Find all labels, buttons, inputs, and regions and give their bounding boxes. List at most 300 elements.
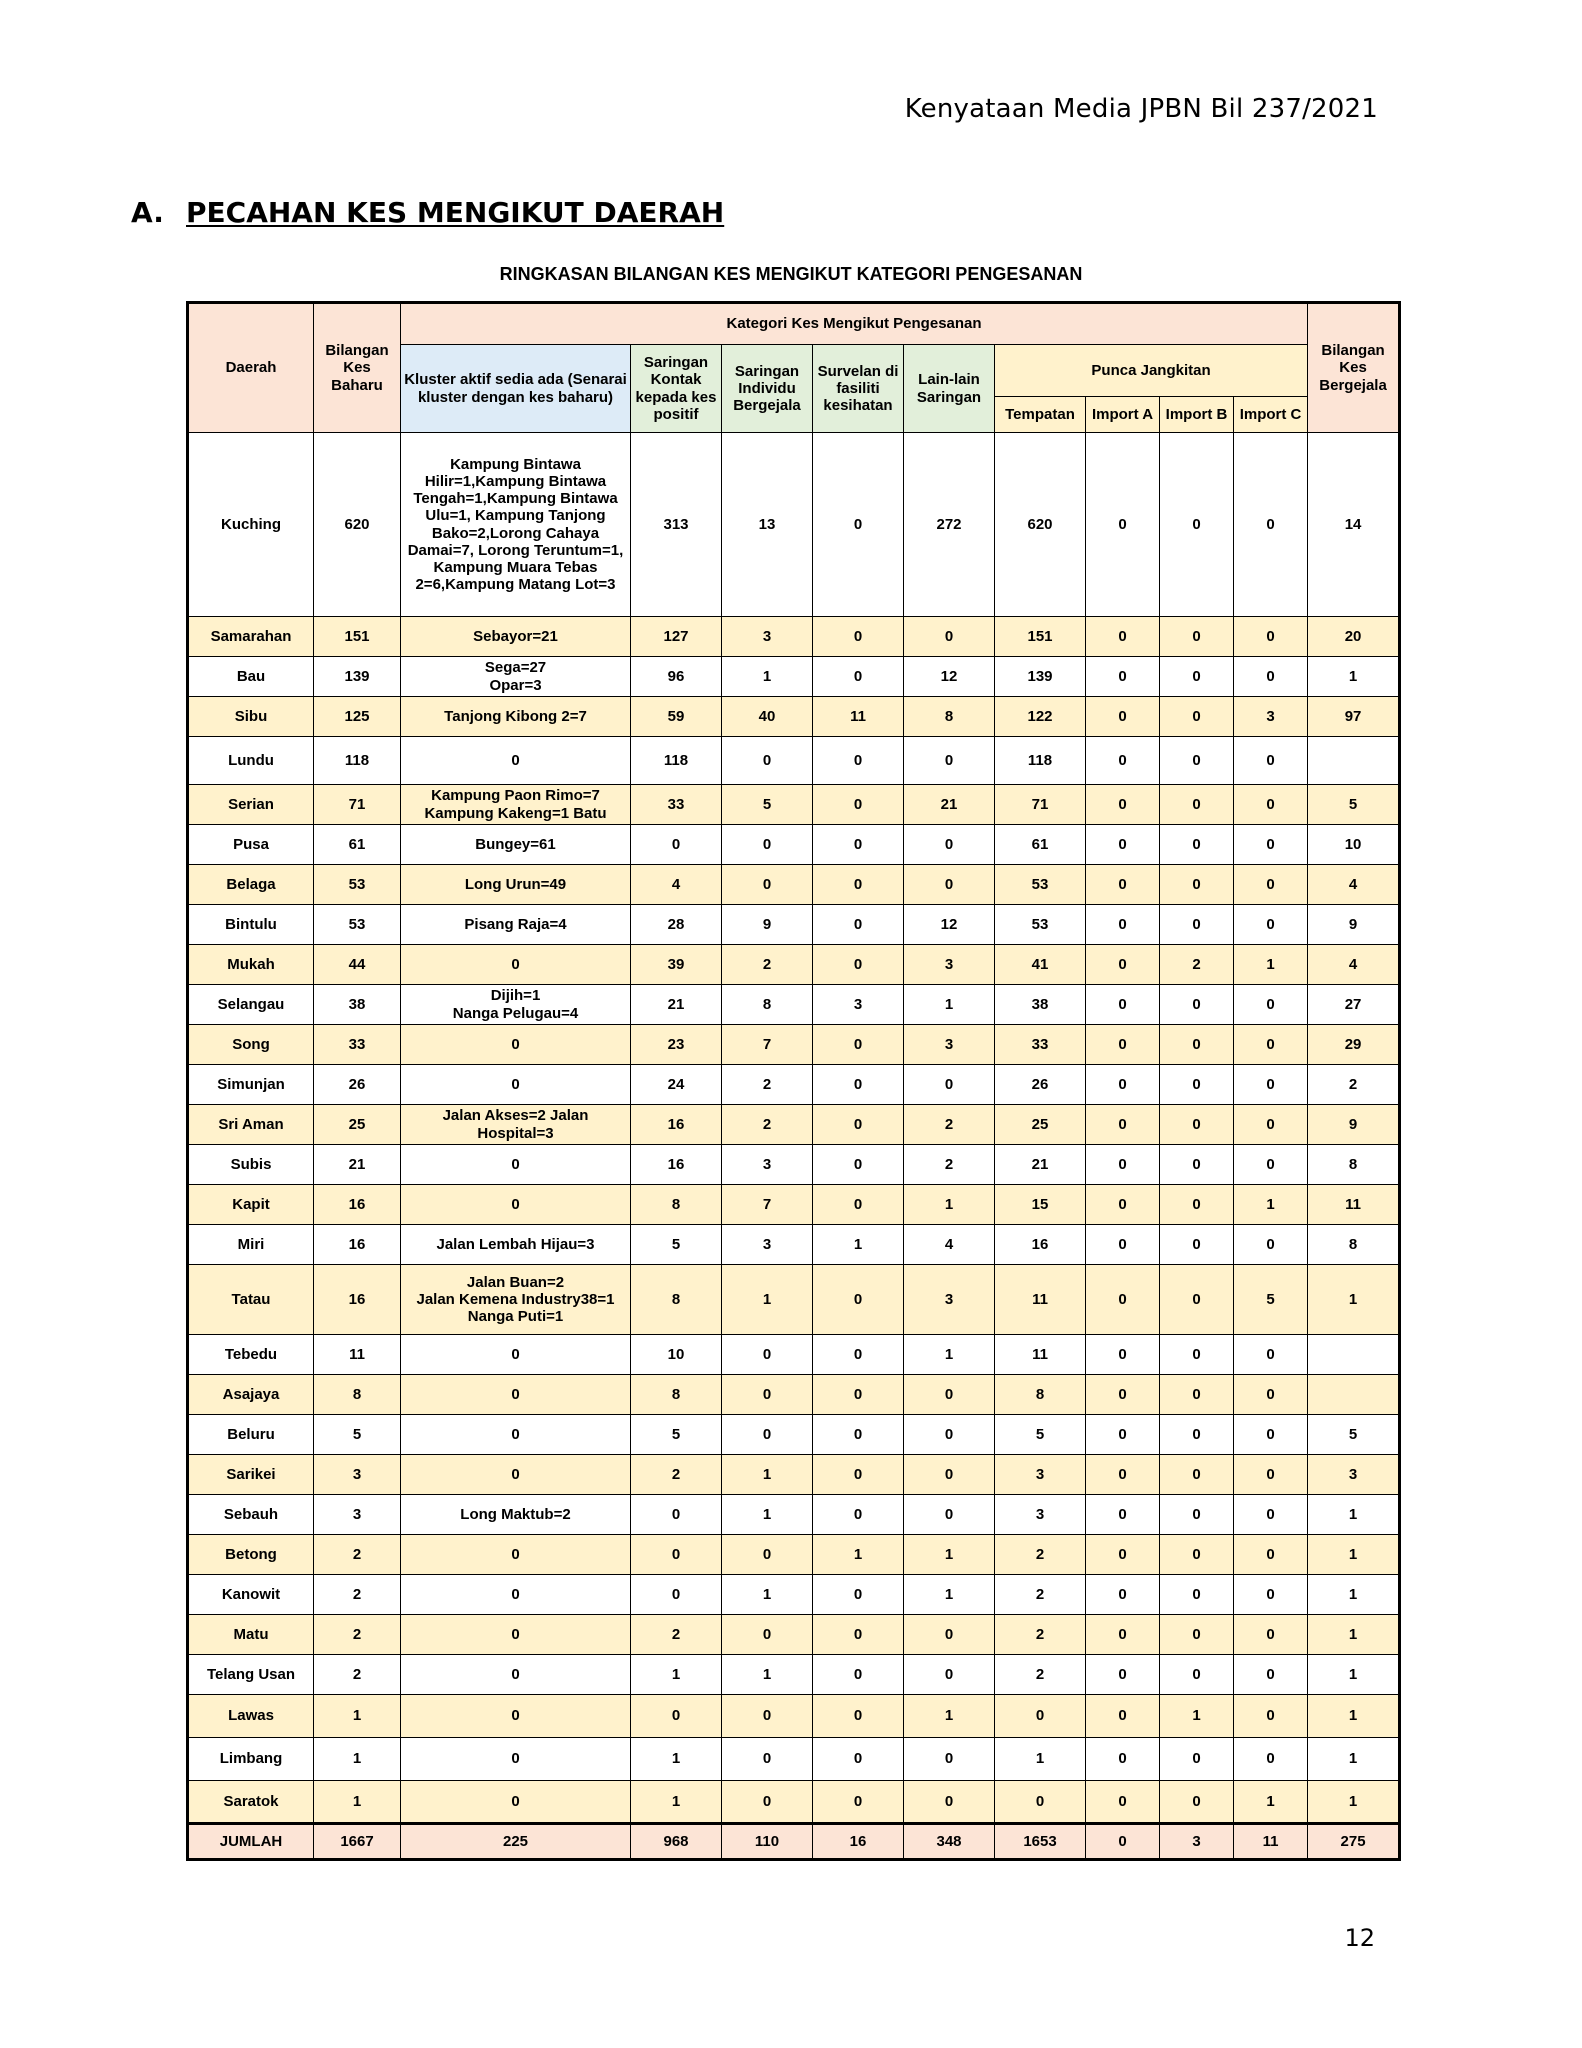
cell-bilangan-kes-baharu: 71 xyxy=(314,785,401,825)
cell-tempatan: 151 xyxy=(995,617,1086,657)
cell-survelan: 0 xyxy=(813,825,904,865)
total-import-b: 3 xyxy=(1160,1824,1234,1860)
cell-survelan: 0 xyxy=(813,1655,904,1695)
cell-bilangan-kes-baharu: 1 xyxy=(314,1695,401,1738)
cell-daerah: Serian xyxy=(188,785,314,825)
table-row xyxy=(188,945,1400,985)
cell-import-b: 0 xyxy=(1160,1415,1234,1455)
cell-kluster: Sebayor=21 xyxy=(401,617,631,657)
cell-bergejala: 11 xyxy=(1308,1185,1400,1225)
cell-saringan-individu: 0 xyxy=(722,865,813,905)
cell-saringan-kontak: 2 xyxy=(631,1615,722,1655)
cell-bilangan-kes-baharu: 16 xyxy=(314,1265,401,1335)
table-row xyxy=(188,617,1400,657)
cell-survelan: 0 xyxy=(813,1738,904,1781)
cell-import-c: 0 xyxy=(1234,1655,1308,1695)
cell-import-b: 0 xyxy=(1160,1738,1234,1781)
cell-survelan: 0 xyxy=(813,1145,904,1185)
cell-import-b: 0 xyxy=(1160,1065,1234,1105)
cell-import-b: 2 xyxy=(1160,945,1234,985)
cell-kluster: 0 xyxy=(401,1145,631,1185)
cell-tempatan: 21 xyxy=(995,1145,1086,1185)
cell-import-a: 0 xyxy=(1086,657,1160,697)
table-row xyxy=(188,865,1400,905)
cell-bergejala: 1 xyxy=(1308,1655,1400,1695)
cell-lain-lain: 3 xyxy=(904,1265,995,1335)
cell-bilangan-kes-baharu: 2 xyxy=(314,1535,401,1575)
cell-survelan: 0 xyxy=(813,1415,904,1455)
cell-bilangan-kes-baharu: 33 xyxy=(314,1025,401,1065)
cell-import-b: 0 xyxy=(1160,1375,1234,1415)
cell-kluster: Dijih=1 Nanga Pelugau=4 xyxy=(401,985,631,1025)
cell-saringan-individu: 0 xyxy=(722,1695,813,1738)
cell-bilangan-kes-baharu: 61 xyxy=(314,825,401,865)
cell-saringan-individu: 7 xyxy=(722,1025,813,1065)
cell-import-b: 0 xyxy=(1160,697,1234,737)
cell-import-c: 0 xyxy=(1234,1025,1308,1065)
cell-bergejala: 97 xyxy=(1308,697,1400,737)
cell-saringan-kontak: 8 xyxy=(631,1265,722,1335)
cell-daerah: Lundu xyxy=(188,737,314,785)
cell-import-c: 3 xyxy=(1234,697,1308,737)
cell-daerah: Samarahan xyxy=(188,617,314,657)
cell-bergejala: 5 xyxy=(1308,785,1400,825)
cell-kluster: 0 xyxy=(401,1065,631,1105)
cell-import-c: 0 xyxy=(1234,905,1308,945)
cell-bilangan-kes-baharu: 2 xyxy=(314,1655,401,1695)
cell-import-b: 0 xyxy=(1160,1335,1234,1375)
cell-saringan-kontak: 21 xyxy=(631,985,722,1025)
table-row xyxy=(188,1415,1400,1455)
cell-import-c: 1 xyxy=(1234,1185,1308,1225)
table-row xyxy=(188,785,1400,825)
table-row xyxy=(188,1225,1400,1265)
header-bilangan-kes-baharu: Bilangan Kes Baharu xyxy=(314,303,401,433)
cell-survelan: 0 xyxy=(813,1185,904,1225)
table-row xyxy=(188,1575,1400,1615)
cell-daerah: Betong xyxy=(188,1535,314,1575)
cell-saringan-individu: 0 xyxy=(722,1415,813,1455)
cell-bilangan-kes-baharu: 11 xyxy=(314,1335,401,1375)
cell-bilangan-kes-baharu: 3 xyxy=(314,1455,401,1495)
cell-daerah: Miri xyxy=(188,1225,314,1265)
header-kategori: Kategori Kes Mengikut Pengesanan xyxy=(401,303,1308,345)
cell-saringan-individu: 0 xyxy=(722,825,813,865)
cell-tempatan: 620 xyxy=(995,433,1086,617)
cell-import-a: 0 xyxy=(1086,1781,1160,1824)
cell-survelan: 0 xyxy=(813,433,904,617)
cell-survelan: 0 xyxy=(813,865,904,905)
cell-saringan-individu: 0 xyxy=(722,1781,813,1824)
cell-saringan-kontak: 118 xyxy=(631,737,722,785)
cell-saringan-individu: 13 xyxy=(722,433,813,617)
cell-import-c: 0 xyxy=(1234,1225,1308,1265)
cell-import-c: 0 xyxy=(1234,657,1308,697)
cell-saringan-kontak: 59 xyxy=(631,697,722,737)
cell-saringan-kontak: 23 xyxy=(631,1025,722,1065)
cell-import-b: 0 xyxy=(1160,1655,1234,1695)
cell-import-a: 0 xyxy=(1086,737,1160,785)
table-row xyxy=(188,1145,1400,1185)
cell-saringan-individu: 2 xyxy=(722,1105,813,1145)
table-row xyxy=(188,657,1400,697)
cell-kluster: 0 xyxy=(401,1695,631,1738)
cell-saringan-kontak: 0 xyxy=(631,1535,722,1575)
cell-lain-lain: 4 xyxy=(904,1225,995,1265)
cell-import-a: 0 xyxy=(1086,785,1160,825)
cell-import-a: 0 xyxy=(1086,617,1160,657)
cell-daerah: Saratok xyxy=(188,1781,314,1824)
cell-lain-lain: 1 xyxy=(904,1335,995,1375)
cell-saringan-kontak: 5 xyxy=(631,1225,722,1265)
header-import-a: Import A xyxy=(1086,397,1160,433)
total-tempatan: 1653 xyxy=(995,1824,1086,1860)
cell-import-a: 0 xyxy=(1086,945,1160,985)
cell-bergejala: 8 xyxy=(1308,1225,1400,1265)
cell-lain-lain: 1 xyxy=(904,1575,995,1615)
cell-bergejala: 8 xyxy=(1308,1145,1400,1185)
cell-bilangan-kes-baharu: 53 xyxy=(314,865,401,905)
cell-import-b: 0 xyxy=(1160,1495,1234,1535)
cell-daerah: Kapit xyxy=(188,1185,314,1225)
cell-saringan-kontak: 1 xyxy=(631,1781,722,1824)
cell-import-a: 0 xyxy=(1086,985,1160,1025)
cell-saringan-individu: 3 xyxy=(722,1145,813,1185)
cell-survelan: 0 xyxy=(813,1695,904,1738)
cell-import-a: 0 xyxy=(1086,1455,1160,1495)
total-import-a: 0 xyxy=(1086,1824,1160,1860)
header-survelan: Survelan di fasiliti kesihatan xyxy=(813,345,904,433)
cell-lain-lain: 0 xyxy=(904,1781,995,1824)
header-import-b: Import B xyxy=(1160,397,1234,433)
cell-daerah: Sibu xyxy=(188,697,314,737)
cell-tempatan: 139 xyxy=(995,657,1086,697)
table-row xyxy=(188,1695,1400,1738)
cell-import-a: 0 xyxy=(1086,1375,1160,1415)
cell-lain-lain: 1 xyxy=(904,1535,995,1575)
cell-import-a: 0 xyxy=(1086,1225,1160,1265)
cell-saringan-kontak: 8 xyxy=(631,1375,722,1415)
cell-bilangan-kes-baharu: 8 xyxy=(314,1375,401,1415)
cell-survelan: 0 xyxy=(813,1025,904,1065)
table-row xyxy=(188,1025,1400,1065)
cell-saringan-kontak: 96 xyxy=(631,657,722,697)
cell-daerah: Matu xyxy=(188,1615,314,1655)
cell-saringan-kontak: 10 xyxy=(631,1335,722,1375)
cell-lain-lain: 0 xyxy=(904,1495,995,1535)
cell-lain-lain: 272 xyxy=(904,433,995,617)
cell-tempatan: 11 xyxy=(995,1335,1086,1375)
cell-lain-lain: 0 xyxy=(904,825,995,865)
cell-tempatan: 2 xyxy=(995,1575,1086,1615)
cell-bilangan-kes-baharu: 25 xyxy=(314,1105,401,1145)
table-body xyxy=(188,433,1400,1860)
cell-kluster: Tanjong Kibong 2=7 xyxy=(401,697,631,737)
cell-saringan-kontak: 24 xyxy=(631,1065,722,1105)
cell-bilangan-kes-baharu: 2 xyxy=(314,1575,401,1615)
cell-survelan: 0 xyxy=(813,1375,904,1415)
cell-import-b: 0 xyxy=(1160,1225,1234,1265)
cell-saringan-kontak: 0 xyxy=(631,1695,722,1738)
cell-saringan-individu: 9 xyxy=(722,905,813,945)
cell-kluster: Long Urun=49 xyxy=(401,865,631,905)
cell-bergejala xyxy=(1308,737,1400,785)
cell-survelan: 0 xyxy=(813,617,904,657)
cell-saringan-individu: 3 xyxy=(722,617,813,657)
cell-bergejala: 27 xyxy=(1308,985,1400,1025)
cell-import-c: 0 xyxy=(1234,1105,1308,1145)
cell-tempatan: 2 xyxy=(995,1535,1086,1575)
cell-kluster: 0 xyxy=(401,1781,631,1824)
cell-import-a: 0 xyxy=(1086,1535,1160,1575)
section-letter: A. xyxy=(131,196,164,229)
table-row xyxy=(188,1065,1400,1105)
cell-survelan: 0 xyxy=(813,1105,904,1145)
cell-survelan: 11 xyxy=(813,697,904,737)
table-row xyxy=(188,1781,1400,1824)
cell-daerah: Kuching xyxy=(188,433,314,617)
table-row xyxy=(188,1455,1400,1495)
cell-saringan-kontak: 1 xyxy=(631,1738,722,1781)
cell-daerah: Sarikei xyxy=(188,1455,314,1495)
cell-saringan-kontak: 4 xyxy=(631,865,722,905)
cell-kluster: Sega=27 Opar=3 xyxy=(401,657,631,697)
cell-lain-lain: 1 xyxy=(904,985,995,1025)
cell-kluster: 0 xyxy=(401,1615,631,1655)
cell-import-b: 0 xyxy=(1160,1025,1234,1065)
cell-import-c: 0 xyxy=(1234,1455,1308,1495)
cell-import-a: 0 xyxy=(1086,1415,1160,1455)
cell-saringan-kontak: 5 xyxy=(631,1415,722,1455)
cell-daerah: Tebedu xyxy=(188,1335,314,1375)
cell-bilangan-kes-baharu: 1 xyxy=(314,1738,401,1781)
cell-saringan-kontak: 127 xyxy=(631,617,722,657)
cell-lain-lain: 0 xyxy=(904,1375,995,1415)
cell-bergejala: 1 xyxy=(1308,657,1400,697)
table-title: RINGKASAN BILANGAN KES MENGIKUT KATEGORI PENGESANAN xyxy=(499,264,1083,284)
cell-kluster: Jalan Lembah Hijau=3 xyxy=(401,1225,631,1265)
cell-import-c: 0 xyxy=(1234,1695,1308,1738)
header-import-c: Import C xyxy=(1234,397,1308,433)
header-punca-jangkitan: Punca Jangkitan xyxy=(995,345,1308,397)
cell-bergejala: 1 xyxy=(1308,1781,1400,1824)
cell-kluster: 0 xyxy=(401,1375,631,1415)
cell-import-a: 0 xyxy=(1086,433,1160,617)
cell-tempatan: 8 xyxy=(995,1375,1086,1415)
cell-bilangan-kes-baharu: 151 xyxy=(314,617,401,657)
cell-survelan: 1 xyxy=(813,1535,904,1575)
cell-import-c: 0 xyxy=(1234,1335,1308,1375)
cell-daerah: Asajaya xyxy=(188,1375,314,1415)
cell-daerah: Belaga xyxy=(188,865,314,905)
cell-survelan: 0 xyxy=(813,945,904,985)
cell-import-c: 0 xyxy=(1234,1375,1308,1415)
cell-lain-lain: 2 xyxy=(904,1105,995,1145)
cell-import-c: 0 xyxy=(1234,433,1308,617)
cell-saringan-individu: 40 xyxy=(722,697,813,737)
cell-import-b: 0 xyxy=(1160,1185,1234,1225)
cell-kluster: 0 xyxy=(401,1335,631,1375)
table-row xyxy=(188,1335,1400,1375)
cell-kluster: 0 xyxy=(401,737,631,785)
cell-tempatan: 71 xyxy=(995,785,1086,825)
cell-daerah: Tatau xyxy=(188,1265,314,1335)
cell-kluster: 0 xyxy=(401,1575,631,1615)
cell-daerah: Beluru xyxy=(188,1415,314,1455)
total-import-c: 11 xyxy=(1234,1824,1308,1860)
cell-survelan: 0 xyxy=(813,1265,904,1335)
cell-lain-lain: 21 xyxy=(904,785,995,825)
cell-import-c: 0 xyxy=(1234,1065,1308,1105)
cell-lain-lain: 3 xyxy=(904,945,995,985)
cell-saringan-individu: 1 xyxy=(722,657,813,697)
cell-tempatan: 33 xyxy=(995,1025,1086,1065)
cell-import-b: 0 xyxy=(1160,1145,1234,1185)
header-kluster: Kluster aktif sedia ada (Senarai kluster dengan kes baharu) xyxy=(401,345,631,433)
cell-tempatan: 25 xyxy=(995,1105,1086,1145)
header-saringan-kontak: Saringan Kontak kepada kes positif xyxy=(631,345,722,433)
cell-saringan-individu: 1 xyxy=(722,1455,813,1495)
cell-kluster: 0 xyxy=(401,1415,631,1455)
cell-kluster: Jalan Akses=2 Jalan Hospital=3 xyxy=(401,1105,631,1145)
cell-import-a: 0 xyxy=(1086,1265,1160,1335)
cell-lain-lain: 0 xyxy=(904,1415,995,1455)
table-row xyxy=(188,1375,1400,1415)
cell-tempatan: 0 xyxy=(995,1781,1086,1824)
cell-import-b: 0 xyxy=(1160,1615,1234,1655)
cell-bilangan-kes-baharu: 139 xyxy=(314,657,401,697)
total-saringan-individu: 110 xyxy=(722,1824,813,1860)
table-row xyxy=(188,1615,1400,1655)
cell-bergejala: 9 xyxy=(1308,905,1400,945)
cell-daerah: Selangau xyxy=(188,985,314,1025)
cell-import-b: 0 xyxy=(1160,1781,1234,1824)
total-daerah: JUMLAH xyxy=(188,1824,314,1860)
cell-saringan-kontak: 16 xyxy=(631,1105,722,1145)
cell-bilangan-kes-baharu: 21 xyxy=(314,1145,401,1185)
cell-daerah: Limbang xyxy=(188,1738,314,1781)
cell-lain-lain: 0 xyxy=(904,1738,995,1781)
cell-bergejala: 4 xyxy=(1308,945,1400,985)
cell-import-b: 0 xyxy=(1160,1265,1234,1335)
cell-import-a: 0 xyxy=(1086,1145,1160,1185)
cell-lain-lain: 0 xyxy=(904,1065,995,1105)
cell-import-b: 0 xyxy=(1160,433,1234,617)
cell-bergejala: 1 xyxy=(1308,1495,1400,1535)
cell-import-c: 0 xyxy=(1234,785,1308,825)
cell-import-a: 0 xyxy=(1086,1615,1160,1655)
cell-import-b: 0 xyxy=(1160,1535,1234,1575)
cell-lain-lain: 8 xyxy=(904,697,995,737)
cell-import-c: 0 xyxy=(1234,737,1308,785)
cell-kluster: Kampung Paon Rimo=7 Kampung Kakeng=1 Batu xyxy=(401,785,631,825)
cell-bergejala: 1 xyxy=(1308,1265,1400,1335)
cell-import-a: 0 xyxy=(1086,1575,1160,1615)
header-bilangan-kes-bergejala: Bilangan Kes Bergejala xyxy=(1308,303,1400,433)
cell-import-c: 0 xyxy=(1234,617,1308,657)
cell-lain-lain: 1 xyxy=(904,1695,995,1738)
case-summary-table xyxy=(186,301,1401,1861)
cell-saringan-kontak: 1 xyxy=(631,1655,722,1695)
cell-tempatan: 0 xyxy=(995,1695,1086,1738)
cell-daerah: Sri Aman xyxy=(188,1105,314,1145)
cell-saringan-kontak: 39 xyxy=(631,945,722,985)
cell-import-b: 0 xyxy=(1160,865,1234,905)
cell-kluster: Long Maktub=2 xyxy=(401,1495,631,1535)
cell-kluster: 0 xyxy=(401,1535,631,1575)
cell-saringan-individu: 0 xyxy=(722,1375,813,1415)
cell-bilangan-kes-baharu: 125 xyxy=(314,697,401,737)
header-saringan-individu: Saringan Individu Bergejala xyxy=(722,345,813,433)
cell-daerah: Song xyxy=(188,1025,314,1065)
cell-import-b: 0 xyxy=(1160,1105,1234,1145)
cell-saringan-individu: 0 xyxy=(722,1615,813,1655)
cell-lain-lain: 0 xyxy=(904,1655,995,1695)
cell-import-c: 0 xyxy=(1234,1575,1308,1615)
cell-tempatan: 61 xyxy=(995,825,1086,865)
cell-tempatan: 5 xyxy=(995,1415,1086,1455)
cell-saringan-kontak: 313 xyxy=(631,433,722,617)
cell-kluster: 0 xyxy=(401,1185,631,1225)
total-bergejala: 275 xyxy=(1308,1824,1400,1860)
cell-tempatan: 15 xyxy=(995,1185,1086,1225)
cell-lain-lain: 12 xyxy=(904,905,995,945)
cell-saringan-individu: 3 xyxy=(722,1225,813,1265)
total-bilangan-kes-baharu: 1667 xyxy=(314,1824,401,1860)
cell-tempatan: 118 xyxy=(995,737,1086,785)
cell-bergejala: 2 xyxy=(1308,1065,1400,1105)
cell-import-a: 0 xyxy=(1086,1065,1160,1105)
cell-tempatan: 38 xyxy=(995,985,1086,1025)
cell-import-a: 0 xyxy=(1086,1185,1160,1225)
cell-kluster: 0 xyxy=(401,945,631,985)
cell-import-b: 1 xyxy=(1160,1695,1234,1738)
cell-survelan: 0 xyxy=(813,1335,904,1375)
cell-lain-lain: 2 xyxy=(904,1145,995,1185)
cell-import-a: 0 xyxy=(1086,1655,1160,1695)
total-kluster: 225 xyxy=(401,1824,631,1860)
table-row xyxy=(188,1495,1400,1535)
cell-import-c: 0 xyxy=(1234,1415,1308,1455)
cell-tempatan: 2 xyxy=(995,1615,1086,1655)
cell-daerah: Kanowit xyxy=(188,1575,314,1615)
cell-import-a: 0 xyxy=(1086,1335,1160,1375)
cell-kluster: 0 xyxy=(401,1025,631,1065)
cell-import-b: 0 xyxy=(1160,825,1234,865)
cell-survelan: 0 xyxy=(813,1575,904,1615)
cell-lain-lain: 3 xyxy=(904,1025,995,1065)
cell-survelan: 0 xyxy=(813,737,904,785)
cell-survelan: 0 xyxy=(813,657,904,697)
cell-import-a: 0 xyxy=(1086,1695,1160,1738)
cell-saringan-individu: 2 xyxy=(722,945,813,985)
cell-import-a: 0 xyxy=(1086,697,1160,737)
cell-kluster: 0 xyxy=(401,1738,631,1781)
cell-import-b: 0 xyxy=(1160,737,1234,785)
cell-saringan-kontak: 8 xyxy=(631,1185,722,1225)
cell-import-c: 0 xyxy=(1234,1738,1308,1781)
cell-saringan-kontak: 0 xyxy=(631,825,722,865)
cell-tempatan: 122 xyxy=(995,697,1086,737)
cell-bergejala: 1 xyxy=(1308,1535,1400,1575)
cell-tempatan: 41 xyxy=(995,945,1086,985)
cell-bilangan-kes-baharu: 1 xyxy=(314,1781,401,1824)
cell-daerah: Sebauh xyxy=(188,1495,314,1535)
cell-survelan: 0 xyxy=(813,905,904,945)
cell-daerah: Bau xyxy=(188,657,314,697)
table-row xyxy=(188,905,1400,945)
cell-bergejala: 4 xyxy=(1308,865,1400,905)
